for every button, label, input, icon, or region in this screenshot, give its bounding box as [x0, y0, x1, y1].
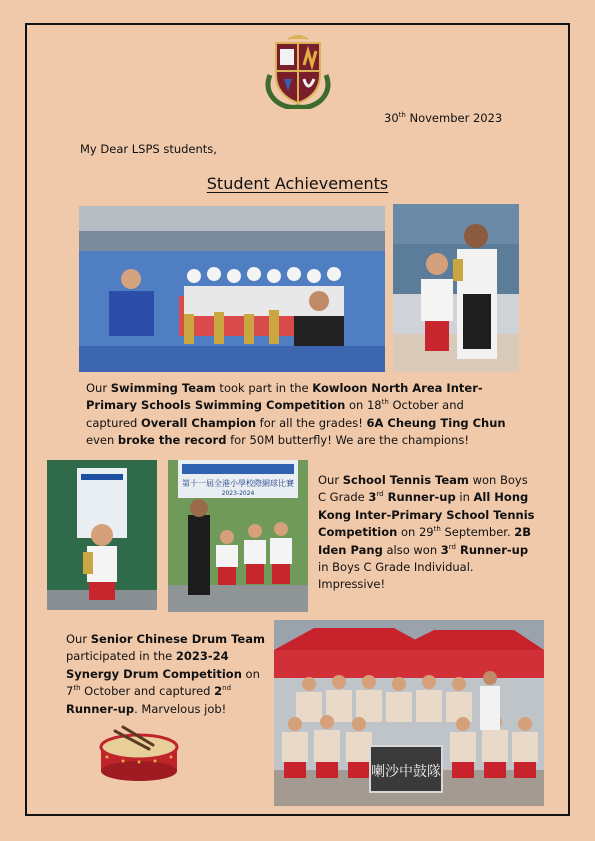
- swimmer-with-teacher-photo: [393, 204, 519, 372]
- letter-date: 30th November 2023: [384, 111, 503, 125]
- drum-team-photo: [274, 620, 544, 806]
- salutation: My Dear LSPS students,: [80, 142, 217, 156]
- tennis-paragraph: Our School Tennis Team won Boys C Grade 3rd Runner-up in All Hong Kong Inter-Primary School Tennis Competition on 29th September. 2B Iden Pang also won 3rd Runner-up in Boys C Grade Individual. Impressive!: [318, 473, 535, 592]
- tennis-banner-text: 第十一屆全港小學校際網球比賽: [182, 479, 294, 488]
- tennis-player-photo: [47, 460, 157, 610]
- drum-paragraph: Our Senior Chinese Drum Team participated in the 2023-24 Synergy Drum Competition on 7th October and captured 2nd Runner-up. Marvelous job!: [66, 632, 265, 716]
- drum-team-sign: 喇沙中鼓隊: [371, 764, 441, 780]
- swimming-paragraph: Our Swimming Team took part in the Kowloon North Area Inter-Primary Schools Swimming Competition on 18th October and captured Overall Champion for all the grades! 6A Cheung Ting Chun even broke the record for 50M butterfly! We are the champions!: [86, 381, 506, 448]
- swimming-team-photo: [79, 206, 385, 372]
- tennis-banner-year: 2023-2024: [221, 490, 255, 497]
- school-crest-logo: [262, 35, 334, 109]
- page-title: Student Achievements: [206, 174, 389, 193]
- drum-icon: [93, 723, 185, 785]
- tennis-team-photo: [168, 460, 308, 612]
